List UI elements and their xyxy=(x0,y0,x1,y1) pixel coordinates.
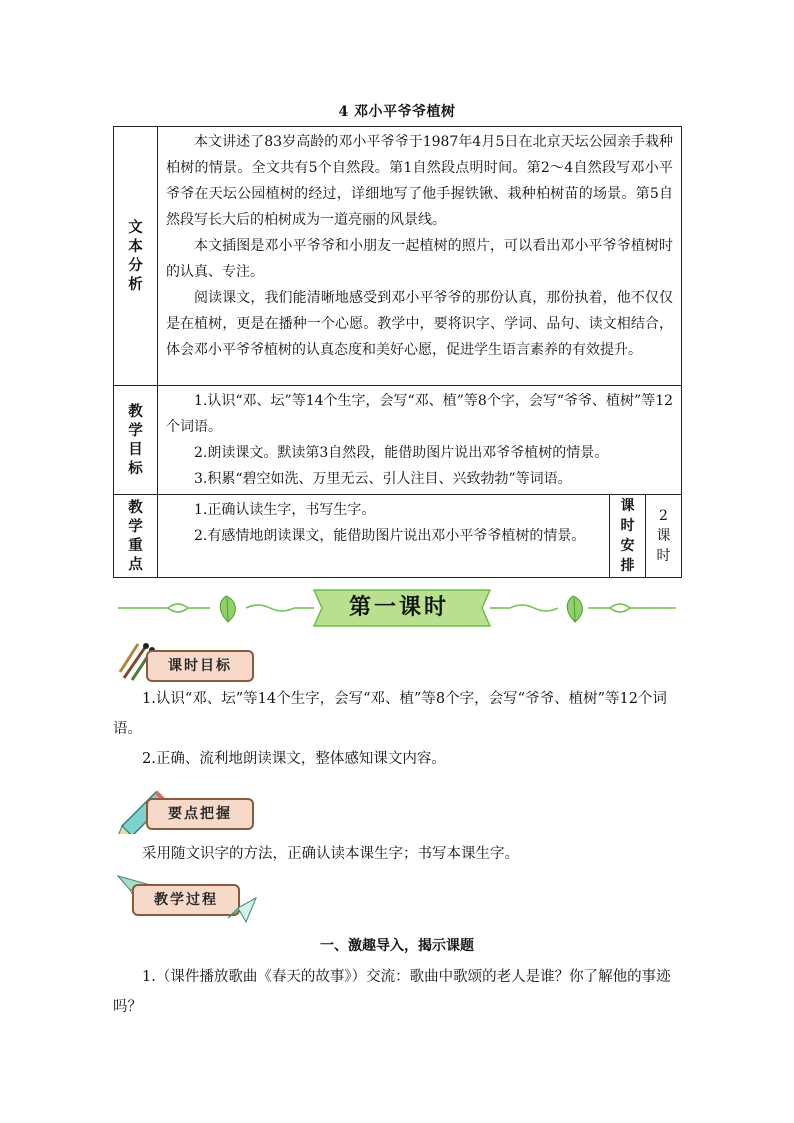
key-item: 2.有感情地朗读课文，能借助图片说出邓小平爷爷植树的情景。 xyxy=(194,528,586,544)
schedule-value: 2 课 时 xyxy=(646,495,682,578)
analysis-paragraph: 本文插图是邓小平爷爷和小朋友一起植树的照片，可以看出邓小平爷爷植树时的认真、专注。 xyxy=(166,238,674,280)
lesson-info-table xyxy=(113,126,682,578)
goals-row xyxy=(114,386,682,495)
leaf-icon xyxy=(220,596,235,622)
key-item: 1.正确认读生字，书写生字。 xyxy=(194,502,376,518)
analysis-paragraph: 阅读课文，我们能清晰地感受到邓小平爷爷的那份认真，那份执着，他不仅仅是在植树，更是在播种一个心愿。教学中，要将识字、学词、品句、读文相结合，体会邓小平爷爷植树的认真态度和美好心愿，促进学生语言素养的有效提升。 xyxy=(166,290,674,358)
key-label: 教 学 重 点 xyxy=(114,495,158,578)
goal-item: 3.积累“碧空如洗、万里无云、引人注目、兴致勃勃”等词语。 xyxy=(194,471,572,487)
key-row xyxy=(114,495,682,578)
analysis-row xyxy=(114,127,682,386)
lesson-goal-item: 1.认识“邓、坛”等14个生字，会写“邓、植”等8个字，会写“爷爷、植树”等12个词语。 xyxy=(113,691,667,737)
analysis-label: 文 本 分 析 xyxy=(114,127,158,386)
goal-item: 2.朗读课文。默读第3自然段，能借助图片说出邓爷爷植树的情景。 xyxy=(194,445,609,461)
lesson-banner-title: 第一课时 xyxy=(348,594,449,620)
key-points-text: 采用随文识字的方法，正确认读本课生字；书写本课生字。 xyxy=(142,846,519,862)
lesson-goals-tag: 课时目标 xyxy=(146,650,254,682)
process-tag: 教学过程 xyxy=(132,884,240,916)
process-step-text: 1.（课件播放歌曲《春天的故事》）交流：歌曲中歌颂的老人是谁？你了解他的事迹吗？ xyxy=(113,969,671,1015)
goals-label: 教 学 目 标 xyxy=(114,386,158,495)
goal-item: 1.认识“邓、坛”等14个生字，会写“邓、植”等8个字，会写“爷爷、植树”等12个词语。 xyxy=(166,393,674,435)
key-content xyxy=(158,495,610,578)
banner-right-ornament xyxy=(490,604,676,612)
leaf-icon xyxy=(567,596,582,622)
lesson-goal-item: 2.正确、流利地朗读课文，整体感知课文内容。 xyxy=(142,751,446,767)
paper-plane-icon xyxy=(226,892,258,924)
banner-left-ornament xyxy=(118,604,314,612)
goals-content xyxy=(158,386,682,495)
document-title: 4 邓小平爷爷植树 xyxy=(338,104,456,120)
analysis-paragraph: 本文讲述了83岁高龄的邓小平爷爷于1987年4月5日在北京天坛公园亲手栽种柏树的情景。全文共有5个自然段。第1自然段点明时间。第2～4自然段写邓小平爷爷在天坛公园植树的经过，详细地写了他手握铁锹、栽种柏树苗的场景。第5自然段写长大后的柏树成为一道亮丽的风景线。 xyxy=(166,134,674,228)
key-points-tag: 要点把握 xyxy=(146,798,254,830)
schedule-label: 课 时 安 排 xyxy=(610,495,646,578)
process-section-heading: 一、激趣导入，揭示课题 xyxy=(320,938,474,954)
analysis-content xyxy=(158,127,682,386)
